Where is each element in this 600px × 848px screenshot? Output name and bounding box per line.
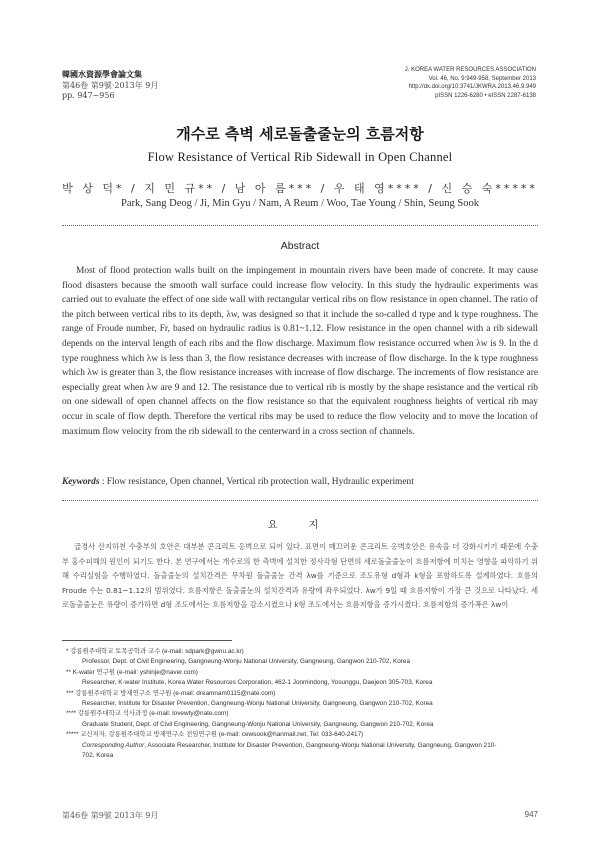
volume-issue-korean: 第46卷 第9號·2013年 9月 bbox=[62, 80, 159, 90]
footnote-2-korean: ** K-water 연구원 (e-mail: yshinje@naver.com) bbox=[66, 668, 198, 676]
keywords-line bbox=[62, 477, 538, 487]
paper-title-korean: 개수로 측벽 세로돌출줄눈의 흐름저항 bbox=[176, 125, 424, 143]
author-footnotes bbox=[62, 647, 538, 761]
footnote-2-english: Researcher, K-water Institute, Korea Water Resources Corporation, 462-1 Jonmindong, Yosunggu, Daejeon 305-703, Korea bbox=[82, 679, 433, 687]
corresponding-author-label: Corresponding Author bbox=[82, 741, 145, 749]
footnote-4-korean: **** 강릉원주대학교 석사과정 (e-mail: lovewty@nate.com) bbox=[66, 710, 229, 718]
footnote-3 bbox=[62, 689, 538, 710]
keywords-label: Keywords bbox=[62, 477, 100, 487]
authors-english: Park, Sang Deog / Ji, Min Gyu / Nam, A Reum / Woo, Tae Young / Shin, Seung Sook bbox=[121, 198, 479, 209]
footer-volume: 第46卷 第9號 2013年 9月 bbox=[62, 811, 159, 820]
journal-header-korean bbox=[62, 70, 158, 102]
footnote-1 bbox=[62, 647, 538, 668]
footnote-4 bbox=[62, 709, 538, 730]
summary-text-korean: 급경사 산지하천 수충부의 호안은 대부분 콘크리트 옹벽으로 되어 있다. 표면이 매끄러운 콘크리트 옹벽호안은 유속을 더 강화시키기 때문에 수충부 홍수피해의 원인이 되기도 한다. 본 연구에서는 개수로의 한 측벽에 설치한 정사각형 단면의 세로돌출줄눈이 흐름저항에 미치는 영향을 파악하기 위해 수리실험을 수행하였다. 돌출줄눈의 설치간격은 무차원 돌출줄눈 간격 λw를 기준으로 조도유형 d형과 k형을 포함하도록 설계하였다. 흐름의 Froude 수는 0.81~1.12의 범위였다. 흐름저항은 돌출줄눈의 설치간격과 유량에 좌우되었다. λw가 9일 때 흐름저항이 가장 큰 것으로 나타났다. 세로돌출줄눈은 유량이 증가하면 d형 조도에서는 흐름저항을 감소시켰으나 k형 조도에서는 흐름저항을 증가시켰다. 흐름저항의 증가폭은 λw이 bbox=[62, 542, 538, 610]
footnote-1-korean: * 강릉원주대학교 토목공학과 교수 (e-mail: sdpark@gwnu.ac.kr) bbox=[66, 648, 244, 655]
footnote-3-korean: *** 강릉원주대학교 방재연구소 연구원 (e-mail: dreamnam0115@nate.com) bbox=[66, 689, 276, 697]
volume-issue-english: Vol. 46, No. 9:949-958, September 2013 bbox=[428, 75, 536, 82]
page-range: pp. 947~956 bbox=[62, 91, 115, 100]
footnote-divider bbox=[62, 640, 232, 641]
journal-name-korean: 韓國水資源學會論文集 bbox=[62, 70, 142, 79]
footnote-1-english: Professor, Dept. of Civil Engineering, Gangneung-Wonju National University, Gangneung, Gangwon 210-702, Korea bbox=[82, 658, 411, 666]
footnote-5-english bbox=[82, 741, 538, 762]
abstract-heading: Abstract bbox=[280, 240, 320, 252]
journal-name-english: J. KOREA WATER RESOURCES ASSOCIATION bbox=[404, 67, 536, 73]
journal-header-english bbox=[405, 66, 536, 100]
paper-title-english: Flow Resistance of Vertical Rib Sidewall in Open Channel bbox=[147, 150, 453, 164]
footnote-5-korean: ***** 교신저자, 강릉원주대학교 방재연구소 전임연구원 (e-mail: cewsook@hanmail.net, Tel: 033-640-2417) bbox=[66, 731, 364, 739]
footnote-2 bbox=[62, 668, 538, 689]
summary-heading-korean: 요 지 bbox=[267, 520, 333, 531]
dotted-divider-middle bbox=[62, 500, 538, 501]
doi-link[interactable]: http://dx.doi.org/10.3741/JKWRA.2013.46.9.949 bbox=[408, 84, 536, 91]
keywords-text: : Flow resistance, Open channel, Vertical rib protection wall, Hydraulic experiment bbox=[99, 477, 414, 487]
footnote-4-english: Graduate Student, Dept. of Civil Engineering, Gangneung-Wonju National University, Gangneung, Gangwon 210-702, Korea bbox=[82, 720, 434, 728]
dotted-divider-top bbox=[62, 225, 538, 226]
abstract-text: Most of flood protection walls built on the impingement in mountain rivers have been made of concrete. It may cause flood disasters because the smooth wall surface could increase flow velocity. In this study the hydraulic experiments was carried out to evaluate the effect of one side wall with rectangular vertical ribs on flow resistance in open channel. The ratio of the pitch between vertical ribs to its depth, λw, was designed so that it include the so-called d type and k type roughness. The range of Froude number, Fr, based on hydraulic radius is 0.81~1.12. Flow resistance in the open channel with a rib sidewall depends on the interval length of each ribs and the flow discharge. Maximum flow resistance occurred when λw is 9. In the d type roughness which λw is less than 3, the flow resistance decreases with increase of flow discharge. In the k type roughness which λw is greater than 3, the flow resistance increases with increase of flow discharge. The increments of flow resistance are especially great when λw are 9 and 12. The resistance due to vertical rib is mostly by the shape resistance and the vertical rib on one sidewall of open channel affects on the flow resistance so that the equivalent roughness heights of vertical rib may occur in scale of flow depth. Therefore the vertical ribs may be used to reduce the flow velocity and to move the location of maximum flow velocity from the rib sidewall to the centerward in a cross section of channels. bbox=[62, 266, 538, 437]
footnote-3-english: Researcher, Institute for Disaster Prevention, Gangneung-Wonju National University, Gangneung, Gangwon 210-702, Korea bbox=[82, 700, 433, 708]
footnote-5 bbox=[62, 730, 538, 761]
authors-korean: 박 상 덕* / 지 민 규** / 남 아 름*** / 우 태 영**** / 신 승 숙***** bbox=[62, 182, 538, 195]
footnote-5-english-text: , Associate Researcher, Institute for Disaster Prevention, Gangneung-Wonju National University, Gangneung, Gangwon 210-702, Korea bbox=[82, 741, 497, 760]
page-number: 947 bbox=[524, 810, 538, 819]
issn-line: pISSN 1226-6280 • eISSN 2287-6138 bbox=[435, 92, 536, 99]
